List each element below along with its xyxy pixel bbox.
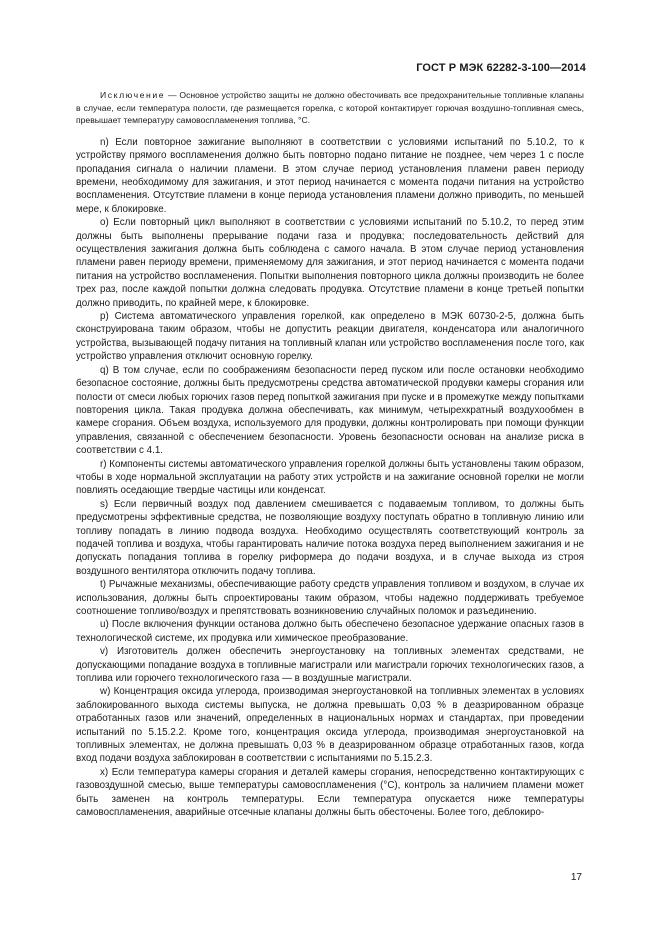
paragraph-q: q) В том случае, если по соображениям безопасности перед пуском или после остановки необходимо безопасное состояние, должны быть предусмотрены средства автоматической продувки камеры сгорания или полости от смеси любых горючих газов перед попыткой зажигания при пуске и в промежутке между попытками повторения цикла. Такая продувка должна обеспечивать, как минимум, четырехкратный воздухообмен в камере сгорания. Объем воздуха, используемого для продувки, должны контролировать при помощи функции управления, связанной с обеспечением безопасности. Уровень безопасности основан на анализе риска в соответствии с 4.1. [76,364,584,457]
paragraph-w: w) Концентрация оксида углерода, производимая энергоустановкой на топливных элементах в условиях заблокированного выхода системы выпуска, не должна превышать 0,03 % в деазрированном образце отработанных газов или значений, определенных в национальных нормах и стандартах, при проведении испытаний по 5.15.2.2. Кроме того, концентрация оксида углерода, производимая энергоустановкой на топливных элементах, не должна превышать 0,03 % в деазрированном образце отработанных газов, когда вход подачи воздуха заблокирован в соответствии с испытаниями по 5.15.2.3. [76,686,584,765]
exception-note [76,89,584,127]
page-content [76,89,584,820]
paragraph-o: о) Если повторный цикл выполняют в соответствии с условиями испытаний по 5.10.2, то перед этим должны быть выполнены прерывание подачи газа и продувка; последовательность действий для осуществления зажигания должна быть соблюдена с самого начала. В этом случае период установления пламени равен периоду времени, применяемому для зажигания, и этот период начинается с момента подачи питания на устройство воспламенения. Попытки выполнения повторного цикла должны производить не более трех раз, после каждой попытки должна следовать продувка. Отсутствие пламени в конце третьей попытки должно приводить, по крайней мере, к блокировке. [76,217,584,309]
page-number: 17 [570,872,582,883]
paragraph-v: v) Изготовитель должен обеспечить энергоустановку на топливных элементах средствами, не допускающими попадание воздуха в топливные магистрали или магистрали горючих технологических газов, а топлива или горючего технологического газа — в воздушные магистрали. [76,646,584,685]
standard-title: ГОСТ Р МЭК 62282-3-100—2014 [416,62,586,74]
exception-text: — Основное устройство защиты не должно обесточивать все предохранительные топливные клапаны в случае, если температура полости, где размещается горелка, с которой контактирует горючая воздушно-топливная смесь, превышает температуру самовоспламенения топлива, °С. [76,90,584,126]
paragraph-u: u) После включения функции останова должно быть обеспечено безопасное удержание опасных газов в технологической системе, их продувка или химическое преобразование. [76,619,584,644]
paragraph-x: х) Если температура камеры сгорания и деталей камеры сгорания, непосредственно контактирующих с газовоздушной смесью, выше температуры самовоспламенения (°С), контроль за наличием пламени может быть заменен на контроль температуры. Если температура опускается ниже температуры самовоспламенения, аварийные отсечные клапаны должны быть обесточены. Более того, деблокиро- [76,766,584,819]
exception-label: Исключение [100,90,166,100]
paragraph-t: t) Рычажные механизмы, обеспечивающие работу средств управления топливом и воздухом, в случае их использования, должны быть спроектированы таким образом, чтобы надежно поддерживать требуемое соотношение топливо/воздух и препятствовать возникновению случайных поломок и разъединению. [76,579,584,617]
paragraph-r: r) Компоненты системы автоматического управления горелкой должны быть установлены таким образом, чтобы в ходе нормальной эксплуатации на работу этих устройств и на зажигание основной горелки не могли повлиять оседающие твердые частицы или конденсат. [76,458,584,497]
paragraph-n: n) Если повторное зажигание выполняют в соответствии с условиями испытаний по 5.10.2, то к устройству прямого воспламенения должно быть повторно подано питание не позднее, чем через 1 с после пропадания сигнала о наличии пламени. В этом случае период установления пламени равен периоду времени, необходимому для зажигания, и этот период начинается с момента подачи питания на устройство воспламенения. Отсутствие пламени в конце периода установления пламени должно приводить, по меньшей мере, к блокировке. [76,136,584,215]
paragraph-p: р) Система автоматического управления горелкой, как определено в МЭК 60730-2-5, должна быть сконструирована таким образом, чтобы не допустить реакции двигателя, конденсатора или аналогичного устройства, вызывающей подачу питания на топливный клапан или устройство воспламенения после того, как устройство управления отключит основную горелку. [76,311,584,363]
paragraph-s: s) Если первичный воздух под давлением смешивается с подаваемым топливом, то должны быть предусмотрены эффективные средства, не позволяющие воздуху поступать обратно в топливную линию или топливу попадать в линию подвода воздуха. Необходимо осуществлять соответствующий контроль за подачей топлива и воздуха, чтобы гарантировать наличие потока воздуха перед выполнением зажигания и не допускать попадания топлива в горелку риформера до подачи воздуха, и в случае выхода из строя воздушного вентилятора отключить подачу топлива. [76,498,584,577]
